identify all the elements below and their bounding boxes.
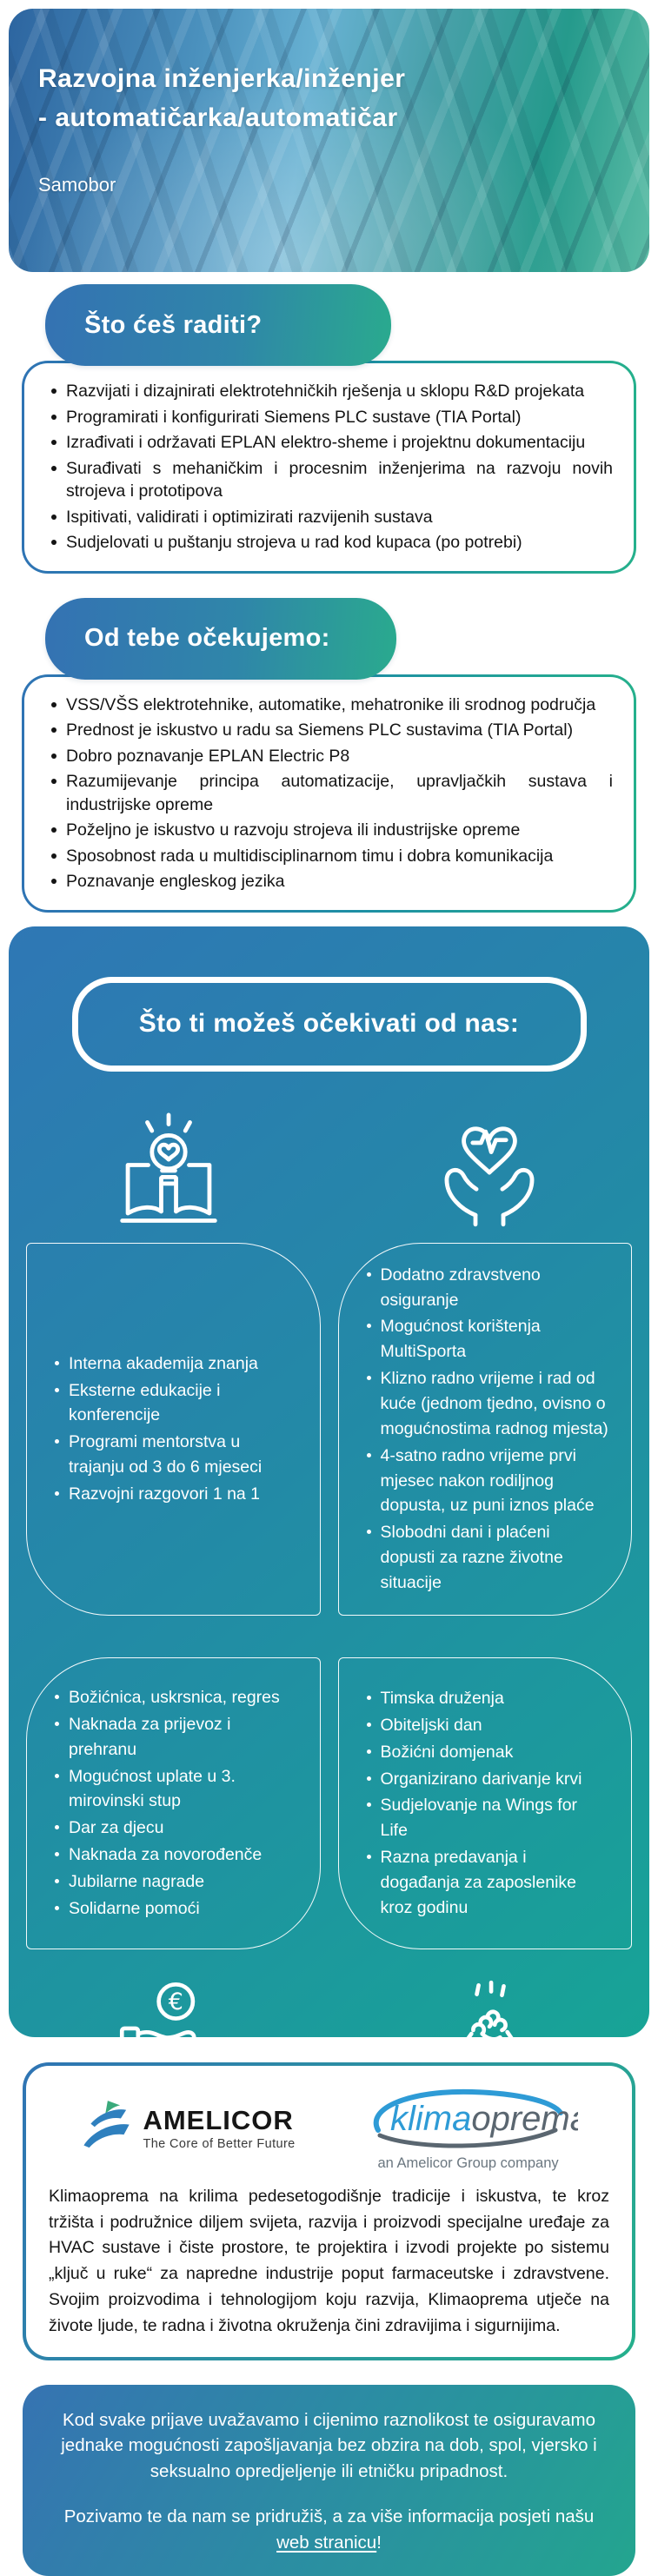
- benefits-title: Što ti možeš očekivati od nas:: [138, 1009, 520, 1039]
- section-pill-expectations: [45, 598, 396, 680]
- list-item: Naknada za novorođenče: [50, 1842, 297, 1868]
- svg-text:€: €: [168, 1988, 184, 2016]
- what-you-do-list: [43, 380, 613, 554]
- list-item: Ispitivati, validirati i optimizirati razvijenih sustava: [43, 506, 613, 529]
- list-item: Prednost je iskustvo u radu sa Siemens PLC sustavima (TIA Portal): [43, 719, 613, 742]
- list-item: Božićnica, uskrsnica, regres: [50, 1685, 297, 1710]
- list-item: Timska druženja: [362, 1686, 609, 1711]
- list-item: Sudjelovanje na Wings for Life: [362, 1793, 609, 1843]
- benefits-icons-top: [9, 1111, 649, 1232]
- list-item: Razvojni razgovori 1 na 1: [50, 1482, 297, 1507]
- list-item: Naknada za prijevoz i prehranu: [50, 1712, 297, 1763]
- community-list: [362, 1684, 609, 1922]
- benefits-panel-learning: [26, 1243, 321, 1616]
- amelicor-logo: [80, 2097, 295, 2160]
- list-item: Poželjno je iskustvo u razvoju strojeva ili industrijske opreme: [43, 819, 613, 842]
- expectations-card: [22, 674, 636, 913]
- financial-list: [50, 1683, 297, 1923]
- list-item: Programi mentorstva u trajanju od 3 do 6 mjeseci: [50, 1430, 297, 1480]
- list-item: Razvijati i dizajnirati elektrotehničkih rješenja u sklopu R&D projekata: [43, 380, 613, 403]
- health-list: [362, 1261, 609, 1597]
- klimaoprema-logo-icon: [359, 2085, 578, 2149]
- learning-list: [50, 1350, 297, 1509]
- list-item: VSS/VŠS elektrotehnike, automatike, mehatronike ili srodnog područja: [43, 694, 613, 717]
- book-lightbulb-icon: [113, 1111, 224, 1232]
- footer-card: [23, 2385, 635, 2576]
- list-item: Interna akademija znanja: [50, 1351, 297, 1377]
- list-item: Poznavanje engleskog jezika: [43, 870, 613, 893]
- list-item: Programirati i konfigurirati Siemens PLC sustave (TIA Portal): [43, 406, 613, 429]
- list-item: Božićni domjenak: [362, 1740, 609, 1765]
- euro-coin-hand-icon: [115, 1978, 223, 2037]
- list-item: Jubilarne nagrade: [50, 1869, 297, 1895]
- job-title-line1: Razvojna inženjerka/inženjer: [38, 64, 406, 93]
- list-item: Dodatno zdravstveno osiguranje: [362, 1263, 609, 1313]
- benefits-panel-health: [338, 1243, 633, 1616]
- list-item: Sposobnost rada u multidisciplinarnom timu i dobra komunikacija: [43, 845, 613, 868]
- invite-prefix: Pozivamo te da nam se pridružiš, a za više informacija posjeti našu: [63, 2506, 595, 2526]
- company-card: [23, 2062, 635, 2360]
- what-you-do-card: [22, 361, 636, 574]
- benefits-card: [9, 926, 649, 2037]
- handshake-icon: [435, 1978, 543, 2037]
- list-item: Organizirano darivanje krvi: [362, 1767, 609, 1792]
- job-title-line2: - automatičarka/automatičar: [38, 103, 398, 132]
- job-location: Samobor: [38, 174, 116, 196]
- list-item: Sudjelovati u puštanju strojeva u rad kod kupaca (po potrebi): [43, 531, 613, 554]
- benefits-panel-community: [338, 1657, 633, 1949]
- list-item: Klizno radno vrijeme i rad od kuće (jednom tjedno, ovisno o mogućnostima radnog mjesta): [362, 1366, 609, 1442]
- list-item: 4-satno radno vrijeme prvi mjesec nakon rodiljnog dopusta, uz puni iznos plaće: [362, 1444, 609, 1519]
- amelicor-logo-text: [143, 2106, 295, 2151]
- section-pill-what-you-do: [45, 284, 391, 366]
- list-item: Eksterne edukacije i konferencije: [50, 1378, 297, 1429]
- svg-text:klimaoprema: [390, 2100, 578, 2138]
- list-item: Dobro poznavanje EPLAN Electric P8: [43, 745, 613, 768]
- list-item: Obiteljski dan: [362, 1713, 609, 1738]
- benefits-icons-bottom: [9, 1978, 649, 2037]
- list-item: Surađivati s mehaničkim i procesnim inženjerima na razvoju novih strojeva i prototipova: [43, 457, 613, 503]
- website-link[interactable]: web stranicu: [276, 2532, 377, 2553]
- benefits-heading-box: [72, 977, 587, 1072]
- invite-suffix: !: [376, 2532, 382, 2553]
- amelicor-tagline: The Core of Better Future: [143, 2136, 296, 2151]
- section-title: Od tebe očekujemo:: [84, 624, 330, 653]
- header-photo-card: [9, 9, 649, 272]
- diversity-statement: Kod svake prijave uvažavamo i cijenimo raznolikost te osiguravamo jednake mogućnosti zapošljavanja bez obzira na dob, spol, vjersko i seksualno opredjeljenje ili etničku pripadnost.: [61, 2409, 597, 2482]
- list-item: Mogućnost uplate u 3. mirovinski stup: [50, 1764, 297, 1815]
- job-posting-page: [0, 9, 658, 2576]
- page-title: [38, 59, 620, 137]
- amelicor-name: AMELICOR: [143, 2104, 294, 2135]
- klimaoprema-subtitle: an Amelicor Group company: [377, 2154, 559, 2171]
- klimaoprema-name-blue: klima: [389, 2099, 471, 2138]
- heart-in-hands-icon: [434, 1111, 545, 1232]
- klimaoprema-name-gray: oprema: [470, 2099, 578, 2138]
- benefits-quadrants: [26, 1243, 632, 1949]
- list-item: Razumijevanje principa automatizacije, upravljačkih sustava i industrijske opreme: [43, 770, 613, 816]
- expectations-list: [43, 694, 613, 893]
- list-item: Dar za djecu: [50, 1816, 297, 1841]
- company-description: Klimaoprema na krilima pedesetogodišnje tradicije i iskustva, te kroz tržišta i podružnice diljem svijeta, razvija i proizvodi specijalne uređaje za HVAC sustave i čiste prostore, te projektira i izvodi projekte po sistemu „ključ u ruke“ za napredne industrije poput farmaceutske i zdravstvene. Svojim proizvodima i tehnologijom koju razvija, Klimaoprema utječe na živote ljude, te radna i životna okruženja čini zdravijima i sigurnijima.: [49, 2186, 609, 2335]
- header-content: [9, 9, 649, 196]
- list-item: Slobodni dani i plaćeni dopusti za razne životne situacije: [362, 1520, 609, 1596]
- list-item: Mogućnost korištenja MultiSporta: [362, 1314, 609, 1364]
- list-item: Izrađivati i održavati EPLAN elektro-sheme i projektnu dokumentaciju: [43, 431, 613, 455]
- section-title: Što ćeš raditi?: [84, 310, 263, 339]
- benefits-panel-financial: [26, 1657, 321, 1949]
- list-item: Solidarne pomoći: [50, 1896, 297, 1922]
- list-item: Razna predavanja i događanja za zaposlenike kroz godinu: [362, 1845, 609, 1921]
- amelicor-logo-mark-icon: [80, 2097, 134, 2160]
- invite-text: [59, 2504, 599, 2555]
- logo-row: [49, 2085, 609, 2172]
- klimaoprema-logo: [359, 2085, 578, 2172]
